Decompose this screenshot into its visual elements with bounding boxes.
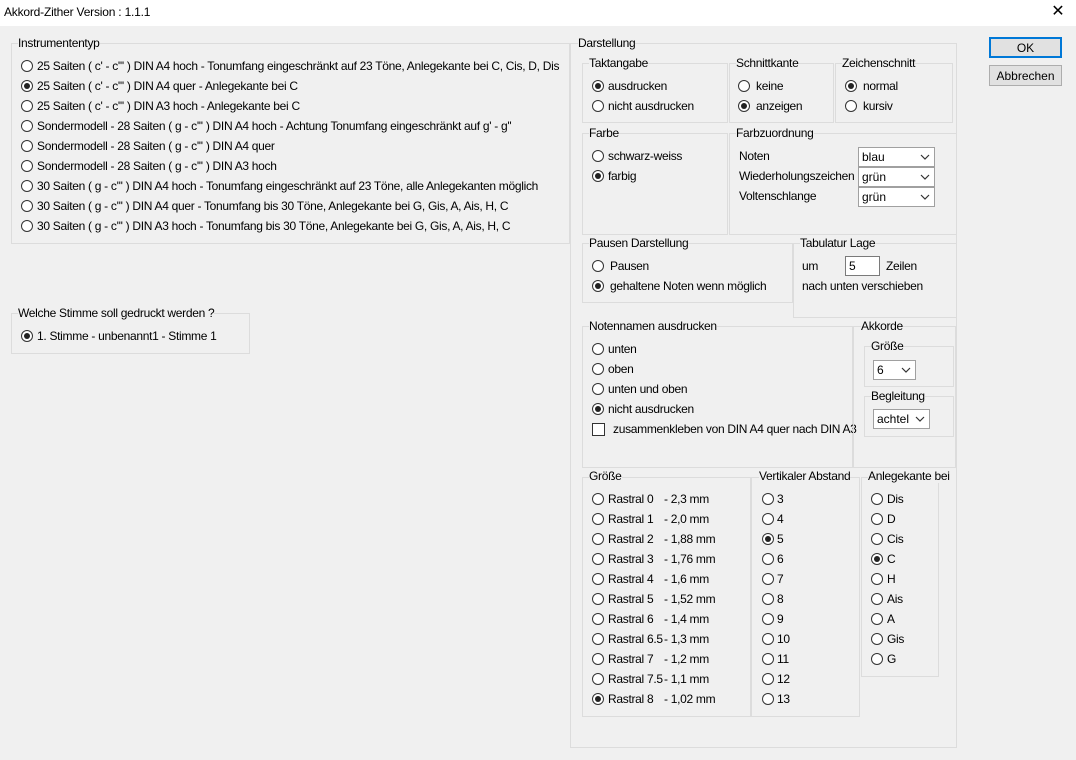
radio-icon (592, 493, 604, 505)
instrumententyp-option-label: 25 Saiten ( c' - c''' ) DIN A4 hoch - Tonumfang eingeschränkt auf 23 Töne, Anlegekante bei C, Cis, D, Dis (37, 59, 560, 73)
vertikal-label: Vertikaler Abstand (759, 469, 851, 483)
ok-button[interactable]: OK (989, 37, 1062, 58)
notennamen-option-label: unten (608, 342, 637, 356)
radio-icon (762, 653, 774, 665)
zeichenschnitt-option[interactable] (845, 97, 893, 115)
farbzuordnung-select-value: grün (862, 170, 887, 184)
radio-icon (738, 80, 750, 92)
groesse-option-size: - 1,2 mm (664, 652, 709, 666)
anlegekante-option-label: D (887, 512, 896, 526)
taktangabe-label: Taktangabe (589, 56, 649, 70)
vertikal-option[interactable] (762, 610, 783, 628)
cancel-button[interactable]: Abbrechen (989, 65, 1062, 86)
vertikal-option[interactable] (762, 530, 783, 548)
vertikal-option-label: 9 (777, 612, 784, 626)
schnittkante-option[interactable] (738, 97, 802, 115)
tabulatur-label: Tabulatur Lage (800, 236, 876, 250)
akkorde-begleitung-select[interactable] (873, 409, 930, 429)
radio-icon (845, 80, 857, 92)
vertikal-option[interactable] (762, 590, 783, 608)
groesse-option[interactable] (592, 590, 715, 608)
vertikal-option-label: 3 (777, 492, 784, 506)
vertikal-option-label: 11 (777, 652, 789, 666)
groesse-option-size: - 1,6 mm (664, 572, 709, 586)
groesse-option-name: Rastral 8 (608, 692, 654, 706)
instrumententyp-option[interactable] (21, 97, 300, 115)
vertikal-option[interactable] (762, 690, 790, 708)
stimme-label: Welche Stimme soll gedruckt werden ? (18, 306, 215, 320)
radio-icon (592, 513, 604, 525)
groesse-option[interactable] (592, 630, 709, 648)
radio-icon (762, 613, 774, 625)
notennamen-option-label: oben (608, 362, 634, 376)
groesse-option-size: - 1,4 mm (664, 612, 709, 626)
radio-icon (592, 403, 604, 415)
groesse-option-name: Rastral 3 (608, 552, 654, 566)
vertikal-option-label: 13 (777, 692, 790, 706)
radio-icon (592, 673, 604, 685)
radio-icon (871, 593, 883, 605)
vertikal-option[interactable] (762, 490, 783, 508)
instrumententyp-option[interactable] (21, 197, 508, 215)
radio-icon (592, 693, 604, 705)
farbzuordnung-row-label: Wiederholungszeichen (739, 169, 855, 183)
chevron-down-icon (920, 153, 930, 161)
groesse-option[interactable] (592, 610, 709, 628)
vertikal-option-label: 12 (777, 672, 790, 686)
anlegekante-option[interactable] (871, 590, 903, 608)
zusammenkleben-checkbox[interactable] (592, 420, 857, 438)
schnittkante-option-label: anzeigen (756, 99, 803, 113)
vertikal-option[interactable] (762, 550, 783, 568)
akkorde-groesse-select[interactable] (873, 360, 916, 380)
instrumententyp-option[interactable] (21, 217, 510, 235)
groesse-option-name: Rastral 1 (608, 512, 654, 526)
groesse-option-size: - 1,3 mm (664, 632, 709, 646)
radio-icon (762, 493, 774, 505)
instrumententyp-option-label: Sondermodell - 28 Saiten ( g - c''' ) DIN A4 quer (37, 139, 275, 153)
akkorde-label: Akkorde (861, 319, 903, 333)
groesse-option-size: - 1,76 mm (664, 552, 716, 566)
notennamen-option[interactable] (592, 360, 634, 378)
radio-icon (592, 280, 604, 292)
anlegekante-option[interactable] (871, 510, 895, 528)
pausen-label: Pausen Darstellung (589, 236, 689, 250)
radio-icon (592, 613, 604, 625)
instrumententyp-option-label: 25 Saiten ( c' - c''' ) DIN A3 hoch - Anlegekante bei C (37, 99, 300, 113)
groesse-option-name: Rastral 2 (608, 532, 654, 546)
anlegekante-option[interactable] (871, 610, 895, 628)
anlegekante-option[interactable] (871, 530, 903, 548)
radio-icon (592, 573, 604, 585)
notennamen-option-label: nicht ausdrucken (608, 402, 694, 416)
groesse-label: Größe (589, 469, 622, 483)
radio-icon (592, 383, 604, 395)
radio-icon (21, 100, 33, 112)
vertikal-option[interactable] (762, 630, 790, 648)
schnittkante-option-label: keine (756, 79, 784, 93)
radio-icon (871, 613, 883, 625)
instrumententyp-option-label: 25 Saiten ( c' - c''' ) DIN A4 quer - Anlegekante bei C (37, 79, 298, 93)
farbzuordnung-select[interactable] (858, 187, 935, 207)
farbe-option[interactable] (592, 147, 682, 165)
schnittkante-label: Schnittkante (736, 56, 799, 70)
chevron-down-icon (920, 173, 930, 181)
instrumententyp-option[interactable] (21, 137, 275, 155)
radio-icon (592, 80, 604, 92)
radio-icon (762, 553, 774, 565)
radio-icon (871, 553, 883, 565)
groesse-option-size: - 1,52 mm (664, 592, 716, 606)
anlegekante-option[interactable] (871, 550, 895, 568)
anlegekante-option[interactable] (871, 650, 896, 668)
zusammenkleben-label: zusammenkleben von DIN A4 quer nach DIN A3 (613, 422, 857, 436)
vertikal-option[interactable] (762, 570, 783, 588)
groesse-option[interactable] (592, 650, 709, 668)
radio-icon (592, 363, 604, 375)
anlegekante-option[interactable] (871, 570, 895, 588)
instrumententyp-option-label: 30 Saiten ( g - c''' ) DIN A3 hoch - Tonumfang bis 30 Töne, Anlegekante bei G, Gis, A, Ais, H, C (37, 219, 511, 233)
anlegekante-option-label: Cis (887, 532, 904, 546)
notennamen-option[interactable] (592, 340, 637, 358)
vertikal-option-label: 6 (777, 552, 784, 566)
radio-icon (592, 170, 604, 182)
tabulatur-suffix: Zeilen (886, 259, 917, 273)
instrumententyp-option-label: Sondermodell - 28 Saiten ( g - c''' ) DIN A4 hoch - Achtung Tonumfang eingeschränkt auf g' - g'' (37, 119, 512, 133)
radio-icon (21, 80, 33, 92)
vertikal-option[interactable] (762, 650, 789, 668)
instrumententyp-option-label: Sondermodell - 28 Saiten ( g - c''' ) DIN A3 hoch (37, 159, 277, 173)
stimme-option[interactable] (21, 327, 217, 345)
taktangabe-option-label: ausdrucken (608, 79, 668, 93)
schnittkante-option[interactable] (738, 77, 783, 95)
radio-icon (871, 493, 883, 505)
taktangabe-option[interactable] (592, 97, 694, 115)
radio-icon (592, 260, 604, 272)
groesse-option-size: - 2,0 mm (664, 512, 709, 526)
pausen-option-label: Pausen (610, 259, 649, 273)
radio-icon (871, 653, 883, 665)
radio-icon (21, 180, 33, 192)
groesse-option-size: - 1,02 mm (664, 692, 716, 706)
groesse-option[interactable] (592, 550, 715, 568)
groesse-option[interactable] (592, 670, 709, 688)
radio-icon (592, 593, 604, 605)
pausen-option-label: gehaltene Noten wenn möglich (610, 279, 767, 293)
groesse-option-name: Rastral 6.5 (608, 632, 663, 646)
radio-icon (592, 343, 604, 355)
notennamen-option-label: unten und oben (608, 382, 688, 396)
anlegekante-option-label: Gis (887, 632, 905, 646)
radio-icon (871, 513, 883, 525)
akkorde-begleitung-label: Begleitung (871, 389, 925, 403)
groesse-option[interactable] (592, 490, 709, 508)
radio-icon (762, 533, 774, 545)
radio-icon (871, 633, 883, 645)
taktangabe-option-label: nicht ausdrucken (608, 99, 694, 113)
vertikal-option[interactable] (762, 510, 783, 528)
groesse-option-name: Rastral 7 (608, 652, 654, 666)
radio-icon (738, 100, 750, 112)
instrumententyp-option-label: 30 Saiten ( g - c''' ) DIN A4 quer - Tonumfang bis 30 Töne, Anlegekante bei G, Gis, A, Ais, H, C (37, 199, 509, 213)
groesse-option[interactable] (592, 570, 709, 588)
chevron-down-icon (920, 193, 930, 201)
groesse-option[interactable] (592, 510, 709, 528)
vertikal-option[interactable] (762, 670, 790, 688)
radio-icon (592, 553, 604, 565)
radio-icon (592, 150, 604, 162)
notennamen-option[interactable] (592, 380, 687, 398)
akkorde-groesse-value: 6 (877, 363, 884, 377)
notennamen-label: Notennamen ausdrucken (589, 319, 717, 333)
instrumententyp-option[interactable] (21, 177, 538, 195)
anlegekante-option[interactable] (871, 630, 904, 648)
groesse-option-name: Rastral 6 (608, 612, 654, 626)
zeichenschnitt-option[interactable] (845, 77, 898, 95)
farbzuordnung-label: Farbzuordnung (736, 126, 814, 140)
radio-icon (21, 160, 33, 172)
groesse-option-size: - 1,88 mm (664, 532, 716, 546)
vertikal-option-label: 7 (777, 572, 784, 586)
groesse-option[interactable] (592, 690, 715, 708)
tabulatur-input[interactable]: 5 (845, 256, 880, 276)
instrumententyp-label: Instrumententyp (18, 36, 100, 50)
vertikal-option-label: 8 (777, 592, 784, 606)
radio-icon (762, 573, 774, 585)
stimme-option-label: 1. Stimme - unbenannt1 - Stimme 1 (37, 329, 217, 343)
groesse-option-name: Rastral 0 (608, 492, 654, 506)
radio-icon (21, 200, 33, 212)
zeichenschnitt-option-label: kursiv (863, 99, 893, 113)
anlegekante-option-label: A (887, 612, 895, 626)
instrumententyp-option[interactable] (21, 57, 559, 75)
darstellung-label: Darstellung (578, 36, 636, 50)
farbe-option[interactable] (592, 167, 636, 185)
taktangabe-option[interactable] (592, 77, 667, 95)
radio-icon (21, 60, 33, 72)
instrumententyp-option[interactable] (21, 117, 511, 135)
anlegekante-option-label: C (887, 552, 896, 566)
close-icon[interactable]: ✕ (1051, 3, 1065, 20)
akkorde-begleitung-value: achtel (877, 412, 910, 426)
akkorde-groesse-label: Größe (871, 339, 904, 353)
radio-icon (592, 100, 604, 112)
groesse-option-name: Rastral 4 (608, 572, 654, 586)
farbzuordnung-select-value: grün (862, 190, 887, 204)
title-bar (0, 0, 1076, 26)
radio-icon (762, 513, 774, 525)
radio-icon (871, 533, 883, 545)
window-title: Akkord-Zither Version : 1.1.1 (4, 5, 151, 19)
groesse-option-size: - 2,3 mm (664, 492, 709, 506)
instrumententyp-option[interactable] (21, 157, 277, 175)
farbzuordnung-row-label: Noten (739, 149, 770, 163)
groesse-option-size: - 1,1 mm (664, 672, 709, 686)
farbzuordnung-row-label: Voltenschlange (739, 189, 817, 203)
instrumententyp-option[interactable] (21, 77, 298, 95)
pausen-option[interactable] (592, 257, 649, 275)
radio-icon (592, 633, 604, 645)
anlegekante-option-label: G (887, 652, 897, 666)
anlegekante-option-label: Ais (887, 592, 903, 606)
radio-icon (762, 633, 774, 645)
anlegekante-option-label: Dis (887, 492, 904, 506)
anlegekante-option-label: H (887, 572, 896, 586)
farbzuordnung-select-value: blau (862, 150, 885, 164)
instrumententyp-option-label: 30 Saiten ( g - c''' ) DIN A4 hoch - Tonumfang eingeschränkt auf 23 Töne, alle Anlegekanten möglich (37, 179, 539, 193)
radio-icon (871, 573, 883, 585)
radio-icon (21, 140, 33, 152)
zeichenschnitt-option-label: normal (863, 79, 898, 93)
radio-icon (762, 593, 774, 605)
groesse-option-name: Rastral 5 (608, 592, 654, 606)
farbe-label: Farbe (589, 126, 619, 140)
anlegekante-label: Anlegekante bei (868, 469, 950, 483)
checkbox-icon (592, 423, 605, 436)
groesse-option-name: Rastral 7.5 (608, 672, 663, 686)
farbzuordnung-select[interactable] (858, 167, 935, 187)
zeichenschnitt-label: Zeichenschnitt (842, 56, 916, 70)
vertikal-option-label: 10 (777, 632, 790, 646)
radio-icon (845, 100, 857, 112)
farbe-option-label: schwarz-weiss (608, 149, 683, 163)
farbe-option-label: farbig (608, 169, 637, 183)
radio-icon (762, 673, 774, 685)
pausen-option[interactable] (592, 277, 766, 295)
radio-icon (21, 220, 33, 232)
chevron-down-icon (915, 415, 925, 423)
notennamen-option[interactable] (592, 400, 694, 418)
chevron-down-icon (901, 366, 911, 374)
tabulatur-line2: nach unten verschieben (802, 279, 923, 293)
radio-icon (592, 653, 604, 665)
tabulatur-prefix: um (802, 259, 819, 273)
anlegekante-option[interactable] (871, 490, 903, 508)
radio-icon (592, 533, 604, 545)
vertikal-option-label: 4 (777, 512, 784, 526)
radio-icon (21, 120, 33, 132)
groesse-option[interactable] (592, 530, 715, 548)
radio-icon (762, 693, 774, 705)
farbzuordnung-select[interactable] (858, 147, 935, 167)
vertikal-option-label: 5 (777, 532, 784, 546)
radio-icon (21, 330, 33, 342)
